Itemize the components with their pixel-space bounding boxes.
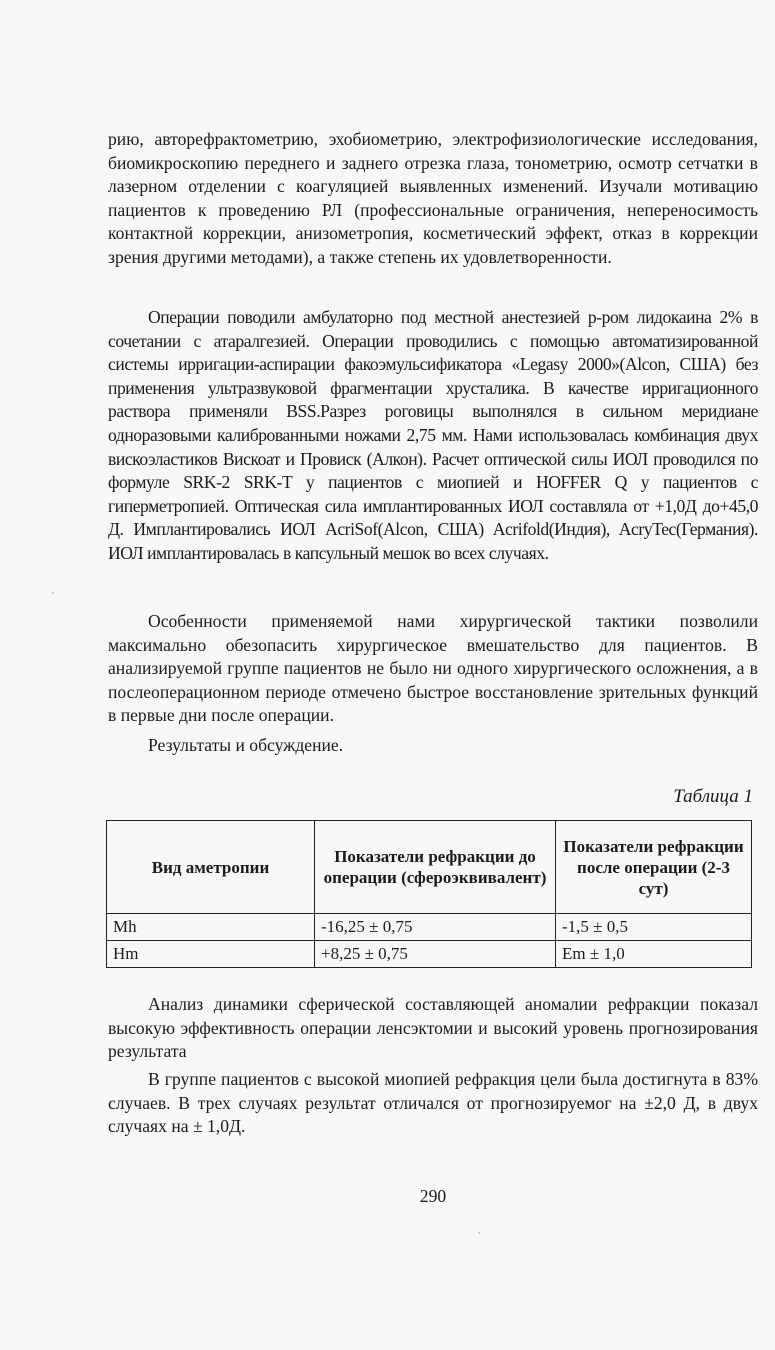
- cell-after: -1,5 ± 0,5: [556, 914, 752, 941]
- table-row: [107, 941, 752, 968]
- header-refraction-after: Показатели рефракции после операции (2-3 сут): [556, 821, 752, 914]
- refraction-table: [106, 820, 752, 968]
- cell-before: -16,25 ± 0,75: [315, 914, 556, 941]
- paragraph-methods-examination: рию, авторефрактометрию, эхобиометрию, электрофизиологические исследования, биомикроскопию переднего и заднего отрезка глаза, тонометрию, осмотр сетчатки в лазерном отделении с коагуляцией выявленных изменений. Изучали мотивацию пациентов к проведению РЛ (профессиональные ограничения, непереносимость контактной коррекции, анизометропия, косметический эффект, отказ в коррекции зрения другими методами), а также степень их удовлетворенности.: [108, 129, 758, 267]
- cell-ametropia: Mh: [107, 914, 315, 941]
- page-number: 290: [419, 1186, 447, 1206]
- table-header-row: [107, 821, 752, 914]
- table-row: [107, 914, 752, 941]
- cell-ametropia: Hm: [107, 941, 315, 968]
- scan-speck: [52, 592, 54, 594]
- section-heading-results: Результаты и обсуждение.: [148, 735, 344, 755]
- paragraph-analysis: Анализ динамики сферической составляющей аномалии рефракции показал высокую эффективность операции ленсэктомии и высокий уровень прогнозирования результата: [108, 994, 758, 1062]
- cell-before: +8,25 ± 0,75: [315, 941, 556, 968]
- paragraph-myopia-results: В группе пациентов с высокой миопией рефракция цели была достигнута в 83% случаев. В трех случаях результат отличался от прогнозируемог на ±2,0 Д, в двух случаях на ± 1,0Д.: [108, 1069, 758, 1137]
- header-refraction-before: Показатели рефракции до операции (сфероэквивалент): [315, 821, 556, 914]
- paragraph-surgery-technique: Операции поводили амбулаторно под местной анестезией р-ром лидокаина 2% в сочетании с атаралгезией. Операции проводились с помощью автоматизированной системы ирригации-аспирации факоэмульсификатора «Legasy 2000»(Alcon, США) без применения ультразвуковой фрагментации хрусталика. В качестве ирригационного раствора применяли BSS.Разрез роговицы выполнялся в сильном меридиане одноразовыми калиброванными ножами 2,75 мм. Нами использовалась комбинация двух вискоэластиков Вискоат и Провиск (Алкон). Расчет оптической силы ИОЛ проводился по формуле SRK-2 SRK-T у пациентов с миопией и HOFFER Q у пациентов с гиперметропией. Оптическая сила имплантированных ИОЛ составляла от +1,0Д до+45,0 Д. Имплантировались ИОЛ AcriSof(Alcon, США) Acrifold(Индия), AcryTec(Германия). ИОЛ имплантировалась в капсульный мешок во всех случаях.: [108, 307, 758, 563]
- cell-after: Em ± 1,0: [556, 941, 752, 968]
- paragraph-surgical-tactics: Особенности применяемой нами хирургической тактики позволили максимально обезопасить хирургическое вмешательство для пациентов. В анализируемой группе пациентов не было ни одного хирургического осложнения, а в послеоперационном периоде отмечено быстрое восстановление зрительных функций в первые дни после операции.: [108, 611, 758, 726]
- scan-speck: [478, 1232, 480, 1234]
- header-ametropia-type: Вид аметропии: [107, 821, 315, 914]
- table-caption: Таблица 1: [673, 786, 753, 807]
